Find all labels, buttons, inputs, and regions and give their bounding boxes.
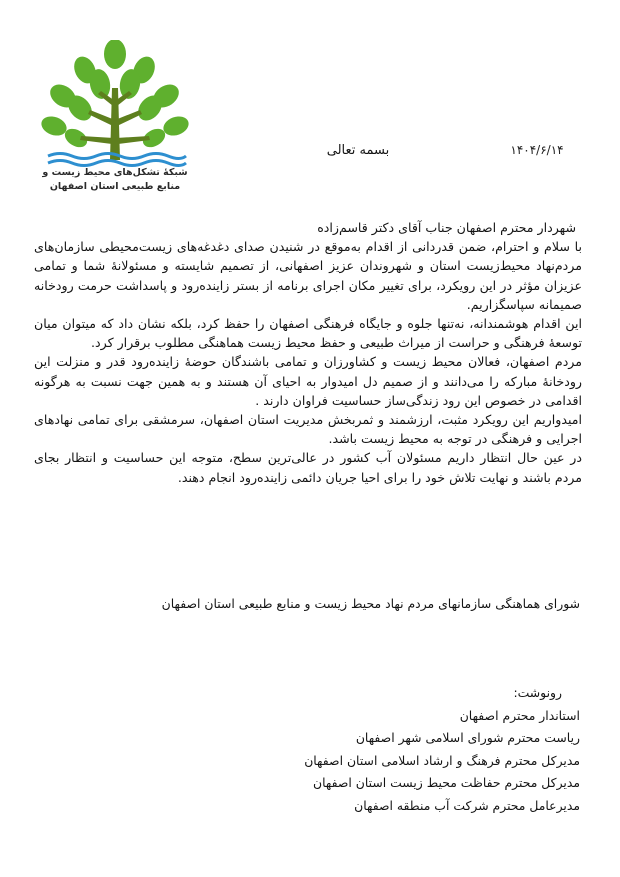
letter-paragraph-1: با سلام و احترام، ضمن قدردانی از اقدام به‌موقع در شنیدن صدای دغدغه‌های زیست‌محیطی سازمان‌های مردم‌نهاد محیط‌زیست استان و شهروندان عزیز اصفهانی، از تصمیم شایسته و مسئولانهٔ شما و تمامی عزیزان مؤثر در این رویکرد، برای تغییر مکان اجرای برنامه از بستر زاینده‌رود و پاسداشت حرمت رودخانه صمیمانه سپاسگزاریم. bbox=[34, 239, 582, 312]
cc-item: ریاست محترم شورای اسلامی شهر اصفهان bbox=[355, 730, 580, 745]
letter-body bbox=[34, 218, 582, 487]
letter-paragraph-3: مردم اصفهان، فعالان محیط زیست و کشاورزان و تمامی باشندگان حوضهٔ زاینده‌رود قدر و منزلت این رودخانهٔ مبارکه را می‌دانند و از صمیم دل امیدوار به احیای آن هستند و به همین جهت نسبت به هرگونه اقدامی در خصوص این رود زندگی‌ساز حساسیت فراوان دارند . bbox=[34, 354, 582, 408]
cc-list bbox=[200, 705, 580, 818]
cc-section bbox=[200, 682, 580, 817]
cc-item: مدیرکل محترم فرهنگ و ارشاد اسلامی استان اصفهان bbox=[304, 752, 580, 768]
letter-signature: شورای هماهنگی سازمانهای مردم نهاد محیط زیست و منابع طبیعی استان اصفهان bbox=[161, 596, 580, 611]
letter-paragraph-2: این اقدام هوشمندانه، نه‌تنها جلوه و جایگاه فرهنگی اصفهان را حفظ کرد، بلکه نشان داد که میتوان میان توسعهٔ فرهنگی و حراست از میراث طبیعی و حفظ محیط زیست هماهنگی مطلوب برقرار کرد. bbox=[34, 316, 582, 351]
organization-name bbox=[40, 166, 190, 194]
organization-name-line2: منابع طبیعی استان اصفهان bbox=[49, 181, 181, 192]
letter-date: ۱۴۰۴/۶/۱۴ bbox=[510, 143, 564, 157]
cc-item: استاندار محترم اصفهان bbox=[459, 707, 580, 723]
letter-recipient: شهردار محترم اصفهان جناب آقای دکتر قاسم‌زاده bbox=[317, 220, 576, 235]
cc-item: مدیرکل محترم حفاظت محیط زیست استان اصفهان bbox=[313, 775, 580, 790]
letter-paragraph-4: امیدواریم این رویکرد مثبت، ارزشمند و ثمربخش مدیریت استان اصفهان، سرمشقی برای تمامی نهادهای اجرایی و فرهنگی در توجه به محیط زیست باشد. bbox=[34, 412, 582, 447]
basmala-heading: بسمه تعالی bbox=[326, 143, 390, 158]
organization-name-line1: شبکهٔ تشکل‌های محیط زیست و bbox=[42, 167, 188, 178]
cc-title: رونوشت: bbox=[513, 685, 562, 700]
letter-paragraph-5: در عین حال انتظار داریم مسئولان آب کشور در عالی‌ترین سطح، متوجه این حساسیت و انتظار بجای مردم باشند و نهایت تلاش خود را برای احیا جریان دائمی زاینده‌رود انجام دهند. bbox=[34, 450, 582, 485]
cc-item: مدیرعامل محترم شرکت آب منطقه اصفهان bbox=[354, 797, 580, 813]
tree-logo-icon bbox=[40, 40, 190, 170]
